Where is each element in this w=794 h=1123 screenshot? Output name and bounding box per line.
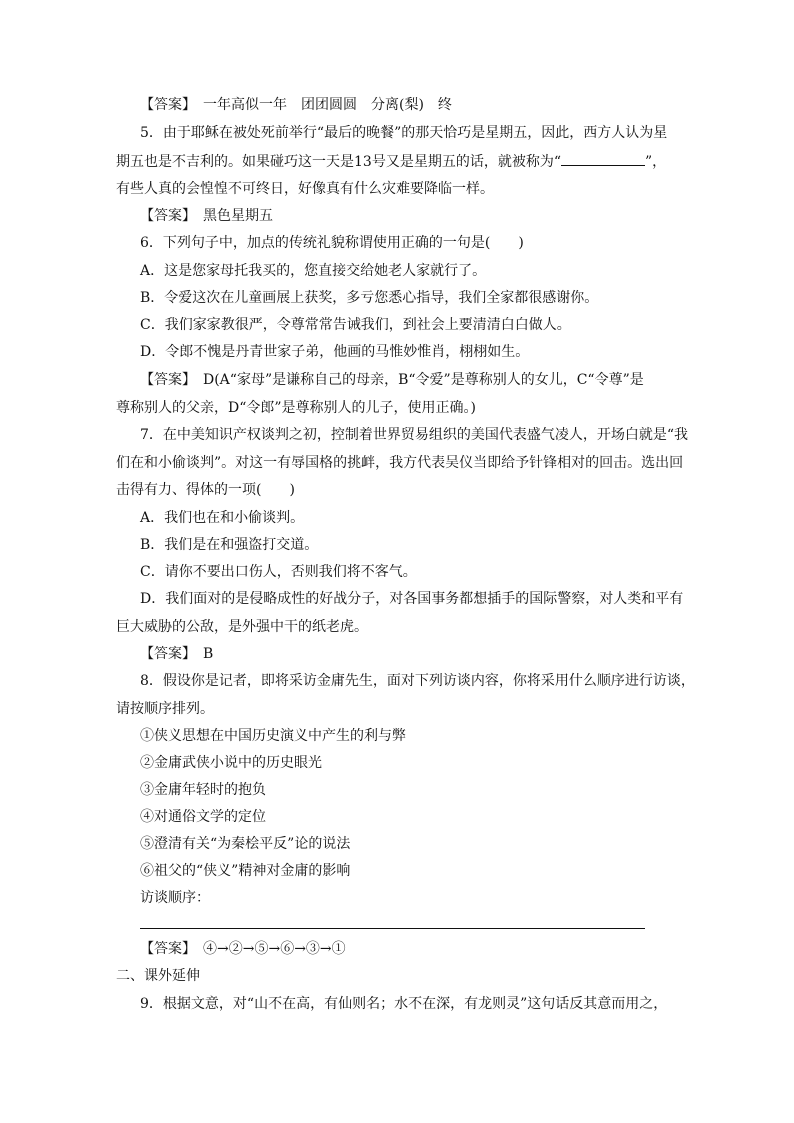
question-7-option-c: C．请你不要出口伤人，否则我们将不客气。 bbox=[140, 564, 417, 580]
question-5-text: 期五也是不吉利的。如果碰巧这一天是13号又是星期五的话，就被称为“ bbox=[116, 154, 561, 170]
question-8-item-4: ④对通俗文学的定位 bbox=[140, 809, 266, 825]
answer-line-8: 【答案】 ④→②→⑤→⑥→③→① bbox=[140, 941, 346, 957]
question-8-item-3: ③金庸年轻时的抱负 bbox=[140, 782, 266, 798]
answer-line-5: 【答案】 黑色星期五 bbox=[140, 208, 273, 224]
question-8-line-1: 8．假设你是记者，即将采访金庸先生，面对下列访谈内容，你将采用什么顺序进行访谈， bbox=[140, 673, 695, 689]
question-7-option-d-cont: 巨大威胁的公敌，是外强中干的纸老虎。 bbox=[116, 619, 368, 635]
interview-order-label: 访谈顺序： bbox=[140, 890, 210, 906]
question-5-text-end: ”， bbox=[644, 154, 667, 170]
answer-line-4 bbox=[140, 95, 680, 115]
question-7-line-3: 击得有力、得体的一项( ) bbox=[116, 482, 295, 498]
question-5-line-1: 5．由于耶稣在被处死前举行“最后的晚餐”的那天恰巧是星期五，因此，西方人认为星 bbox=[140, 125, 668, 141]
question-6-option-c: C．我们家家教很严，令尊常常告诫我们，到社会上要清清白白做人。 bbox=[140, 317, 571, 333]
question-5-line-3: 有些人真的会惶惶不可终日，好像真有什么灾难要降临一样。 bbox=[116, 181, 494, 197]
question-6-option-b: B．令爱这次在儿童画展上获奖，多亏您悉心指导，我们全家都很感谢你。 bbox=[140, 290, 599, 306]
question-5-line-2 bbox=[116, 151, 667, 171]
question-8-item-2: ②金庸武侠小说中的历史眼光 bbox=[140, 755, 322, 771]
question-8-line-2: 请按顺序排列。 bbox=[116, 701, 214, 717]
question-7-line-2: 们在和小偷谈判”。对这一有辱国格的挑衅，我方代表吴仪当即给予针锋相对的回击。选出回 bbox=[116, 455, 684, 471]
question-6-option-a: A．这是您家母托我买的，您直接交给她老人家就行了。 bbox=[140, 263, 487, 279]
answer-rule-line[interactable] bbox=[140, 928, 645, 929]
question-7-option-b: B．我们是在和强盗打交道。 bbox=[140, 537, 319, 553]
question-6-stem: 6．下列句子中，加点的传统礼貌称谓使用正确的一句是( ) bbox=[140, 235, 524, 251]
question-8-item-5: ⑤澄清有关“为秦桧平反”论的说法 bbox=[140, 836, 351, 852]
answer-text: 【答案】 一年高似一年 团团圆圆 分离(梨) 终 bbox=[140, 97, 452, 113]
answer-line-6: 【答案】 D(A“家母”是谦称自己的母亲，B“令爱”是尊称别人的女儿，C“令尊”是 bbox=[140, 372, 644, 388]
question-8-item-1: ①侠义思想在中国历史演义中产生的利与弊 bbox=[140, 728, 406, 744]
question-6-option-d: D．令郎不愧是丹青世家子弟，他画的马惟妙惟肖，栩栩如生。 bbox=[140, 344, 530, 360]
answer-line-6-cont: 尊称别人的父亲，D“令郎”是尊称别人的儿子，使用正确。) bbox=[116, 400, 476, 416]
fill-blank[interactable] bbox=[561, 151, 645, 166]
question-8-item-6: ⑥祖父的“侠义”精神对金庸的影响 bbox=[140, 863, 351, 879]
question-9-line-1: 9．根据文意，对“山不在高，有仙则名；水不在深，有龙则灵”这句话反其意而用之， bbox=[140, 996, 668, 1012]
question-7-option-d: D．我们面对的是侵略成性的好战分子，对各国事务都想插手的国际警察，对人类和平有 bbox=[140, 591, 684, 607]
question-7-line-1: 7．在中美知识产权谈判之初，控制着世界贸易组织的美国代表盛气凌人，开场白就是“我 bbox=[140, 427, 689, 443]
section-heading-extension: 二、课外延伸 bbox=[116, 968, 200, 984]
answer-line-7: 【答案】 B bbox=[140, 646, 214, 662]
question-7-option-a: A．我们也在和小偷谈判。 bbox=[140, 510, 305, 526]
